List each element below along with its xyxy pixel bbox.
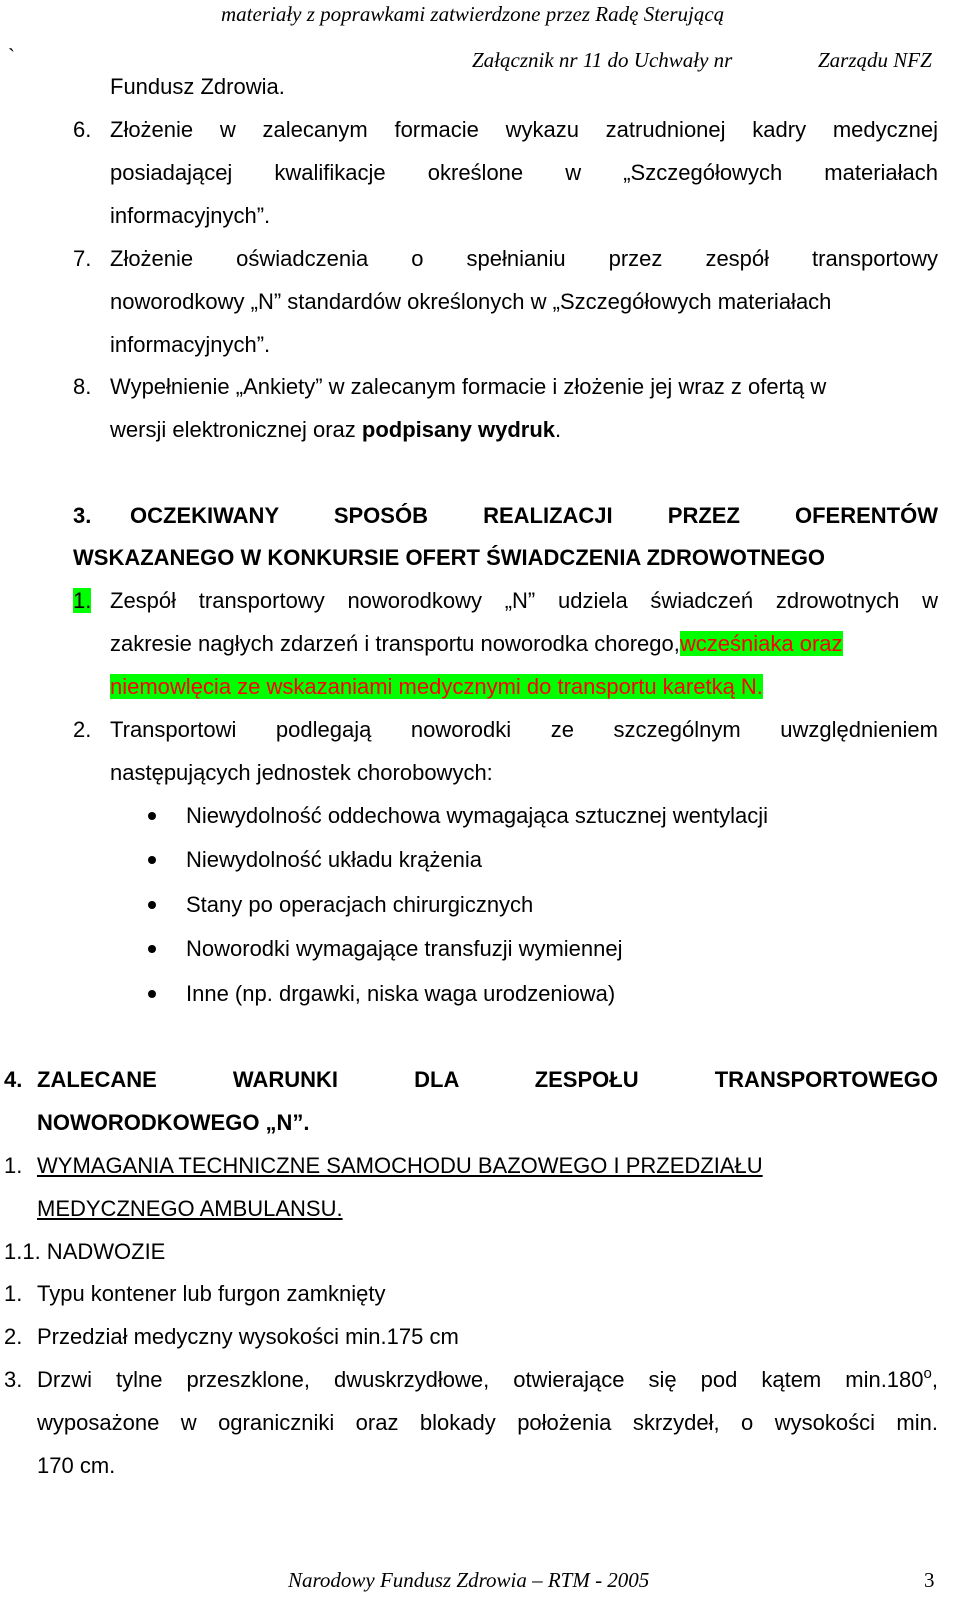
section-4-sub-1-number: 1. [4, 1153, 23, 1178]
section-3-item-1-number [73, 588, 91, 614]
list-item-8-line-2 [110, 417, 561, 443]
section-4-title-line-1: ZALECANE WARUNKI DLA ZESPOŁU TRANSPORTOWEGO [37, 1067, 938, 1092]
list-item-8-number: 8. [73, 374, 92, 399]
bullet-item-3: Stany po operacjach chirurgicznych [186, 892, 534, 917]
list-item-8-line-1: Wypełnienie „Ankiety” w zalecanym formacie i złożenie jej wraz z ofertą w [110, 374, 827, 399]
bullet-dot-4 [148, 945, 156, 953]
section-4-sub-1-1: 1.1. NADWOZIE [4, 1239, 166, 1264]
section-3-item-1-line-2 [110, 631, 843, 657]
section-3-item-1-num-highlight: 1. [73, 588, 92, 613]
section-3-item-1-highlight-b: niemowlęcia ze wskazaniami medycznymi do transportu karetką N. [110, 674, 763, 699]
section-4-item-3-line-2: wyposażone w ograniczniki oraz blokady położenia skrzydeł, o wysokości min. [37, 1410, 938, 1435]
section-4-item-1-number: 1. [4, 1281, 23, 1306]
section-4-number: 4. [4, 1067, 23, 1092]
section-4-sub-1-line-1: WYMAGANIA TECHNICZNE SAMOCHODU BAZOWEGO I PRZEDZIAŁU [37, 1153, 763, 1178]
section-3-number: 3. [73, 503, 92, 528]
section-4-item-3-line-1-text: Drzwi tylne przeszklone, dwuskrzydłowe, otwierające się pod kątem min.180 [37, 1367, 924, 1392]
continuation-text: Fundusz Zdrowia. [110, 74, 285, 99]
bullet-dot-5 [148, 990, 156, 998]
list-item-8-suffix: . [555, 417, 562, 442]
bullet-item-1: Niewydolność oddechowa wymagająca sztucznej wentylacji [186, 803, 769, 828]
section-4-sub-1-line-2: MEDYCZNEGO AMBULANSU. [37, 1196, 343, 1221]
bullet-item-2: Niewydolność układu krążenia [186, 847, 482, 872]
section-3-title-line-1: OCZEKIWANY SPOSÓB REALIZACJI PRZEZ OFERENTÓW [130, 503, 938, 528]
section-3-title-line-2: WSKAZANEGO W KONKURSIE OFERT ŚWIADCZENIA ZDROWOTNEGO [73, 545, 826, 570]
bullet-item-5: Inne (np. drgawki, niska waga urodzeniowa) [186, 981, 616, 1006]
bullet-dot-2 [148, 856, 156, 864]
section-4-item-3-line-1-end: , [931, 1367, 938, 1392]
section-4-item-1-text: Typu kontener lub furgon zamknięty [37, 1281, 386, 1306]
list-item-8-prefix: wersji elektronicznej oraz [110, 417, 362, 442]
header-backtick: ` [8, 44, 15, 68]
bullet-item-4: Noworodki wymagające transfuzji wymiennej [186, 936, 623, 961]
section-4-title-line-2: NOWORODKOWEGO „N”. [37, 1110, 310, 1135]
section-3-item-1-line-1: Zespół transportowy noworodkowy „N” udziela świadczeń zdrowotnych w [110, 588, 938, 613]
footer-text: Narodowy Fundusz Zdrowia – RTM - 2005 [288, 1568, 650, 1592]
header-top-line: materiały z poprawkami zatwierdzone przez Radę Sterującą [221, 2, 725, 26]
section-3-item-2-line-1: Transportowi podlegają noworodki ze szczególnym uwzględnieniem [110, 717, 938, 742]
header-board: Zarządu NFZ [818, 48, 932, 72]
degree-superscript: o [923, 1365, 932, 1382]
section-4-item-3-number: 3. [4, 1367, 23, 1392]
list-item-7-line-2: noworodkowy „N” standardów określonych w „Szczegółowych materiałach [110, 289, 832, 314]
section-4-item-3-line-3: 170 cm. [37, 1453, 116, 1478]
section-3-item-1-line-3 [110, 674, 763, 700]
header-attachment: Załącznik nr 11 do Uchwały nr [472, 48, 733, 72]
section-3-item-1-plain: zakresie nagłych zdarzeń i transportu noworodka chorego, [110, 631, 680, 656]
section-4-item-2-number: 2. [4, 1324, 23, 1349]
section-4-item-3-line-1 [37, 1367, 938, 1393]
section-3-item-2-number: 2. [73, 717, 92, 742]
section-4-item-2-text: Przedział medyczny wysokości min.175 cm [37, 1324, 459, 1349]
list-item-6-line-2: posiadającej kwalifikacje określone w „Szczegółowych materiałach [110, 160, 938, 185]
list-item-7-line-3: informacyjnych”. [110, 332, 271, 357]
bullet-dot-1 [148, 812, 156, 820]
footer-page-number: 3 [924, 1568, 935, 1592]
list-item-8-bold: podpisany wydruk [361, 417, 556, 442]
list-item-7-number: 7. [73, 246, 92, 271]
list-item-6-number: 6. [73, 117, 92, 142]
section-3-item-2-line-2: następujących jednostek chorobowych: [110, 760, 493, 785]
section-3-item-1-highlight-a: wcześniaka oraz [679, 631, 843, 656]
list-item-7-line-1: Złożenie oświadczenia o spełnianiu przez zespół transportowy [110, 246, 938, 271]
list-item-6-line-3: informacyjnych”. [110, 203, 271, 228]
bullet-dot-3 [148, 901, 156, 909]
list-item-6-line-1: Złożenie w zalecanym formacie wykazu zatrudnionej kadry medycznej [110, 117, 938, 142]
